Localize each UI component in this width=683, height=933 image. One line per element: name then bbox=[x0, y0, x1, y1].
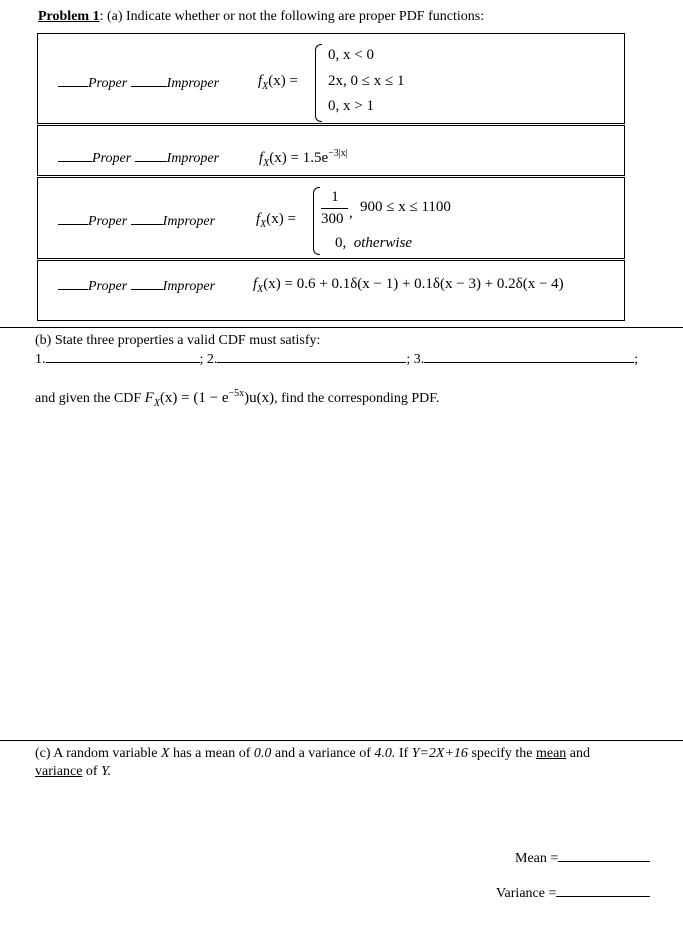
improper-blank-3[interactable] bbox=[131, 212, 163, 225]
mean-label: Mean = bbox=[515, 851, 559, 866]
choice-row-3 bbox=[58, 212, 215, 230]
proper-label-1: Proper bbox=[88, 76, 128, 91]
function-1-case-3: 0, x > 1 bbox=[328, 98, 374, 114]
proper-label-4: Proper bbox=[88, 279, 128, 294]
problem-label: Problem 1 bbox=[38, 9, 100, 24]
fraction-denominator: 300 bbox=[321, 211, 344, 227]
property-2-blank[interactable] bbox=[217, 350, 406, 363]
cdf-properties-line: 1. ; 2. ; 3. ; bbox=[35, 352, 639, 367]
function-1-case-2: 2x, 0 ≤ x ≤ 1 bbox=[328, 73, 405, 89]
problem-heading bbox=[38, 9, 484, 25]
mean-answer-row bbox=[515, 849, 650, 867]
proper-blank-4[interactable] bbox=[58, 277, 88, 290]
variance-blank[interactable] bbox=[556, 884, 650, 897]
choice-row-1 bbox=[58, 74, 219, 92]
function-1-case-1: 0, x < 0 bbox=[328, 47, 374, 63]
proper-label-3: Proper bbox=[88, 214, 128, 229]
improper-label-1: Improper bbox=[166, 76, 220, 91]
fraction-bar bbox=[321, 208, 348, 209]
left-brace-1 bbox=[315, 44, 322, 122]
improper-blank-1[interactable] bbox=[131, 74, 167, 87]
variance-label: Variance = bbox=[496, 886, 557, 901]
function-3-case-1: 900 ≤ x ≤ 1100 bbox=[360, 199, 451, 215]
improper-blank-4[interactable] bbox=[131, 277, 163, 290]
function-3-case-2: 0, otherwise bbox=[335, 235, 413, 251]
function-2-expression: $f_X(x) = 1.5e^{-3|x|}$ bbox=[259, 148, 348, 169]
property-1-blank[interactable] bbox=[46, 350, 200, 363]
cdf-question: and given the CDF $F_X(x) = (1 - e^{-5x})u(x)$, find the corresponding PDF. bbox=[35, 388, 440, 409]
left-brace-3 bbox=[313, 187, 320, 255]
proper-blank-3[interactable] bbox=[58, 212, 88, 225]
improper-blank-2[interactable] bbox=[135, 149, 167, 162]
function-3-lhs: $f_X(x)$ = bbox=[256, 211, 296, 230]
fraction-numerator: 1 bbox=[331, 189, 339, 205]
proper-blank-2[interactable] bbox=[58, 149, 92, 162]
choice-row-4 bbox=[58, 277, 215, 295]
property-3-blank[interactable] bbox=[424, 350, 634, 363]
improper-label-4: Improper bbox=[162, 279, 216, 294]
part-c-line-2: variance of Y. bbox=[35, 764, 112, 779]
section-divider-c bbox=[0, 740, 683, 741]
part-a-instructions: : (a) Indicate whether or not the following are proper PDF functions: bbox=[99, 9, 485, 24]
part-c-line-1: (c) A random variable X has a mean of 0.0 and a variance of 4.0. If Y=2X+16 specify the mean and bbox=[35, 746, 591, 761]
improper-label-2: Improper bbox=[166, 151, 220, 166]
part-b-heading: (b) State three properties a valid CDF must satisfy: bbox=[35, 333, 321, 348]
improper-label-3: Improper bbox=[162, 214, 216, 229]
variance-answer-row bbox=[496, 884, 650, 902]
function-1-lhs: $f_X(x)$ = bbox=[258, 73, 298, 92]
proper-label-2: Proper bbox=[92, 151, 132, 166]
choice-row-2 bbox=[58, 149, 219, 167]
function-4-expression: $f_X(x) = 0.6 + 0.1\delta(x - 1) + 0.1\delta(x - 3) + 0.2\delta(x - 4)$ bbox=[253, 276, 564, 295]
proper-blank-1[interactable] bbox=[58, 74, 88, 87]
section-divider-b bbox=[0, 327, 683, 328]
fraction-comma: , bbox=[349, 205, 353, 221]
mean-blank[interactable] bbox=[558, 849, 650, 862]
